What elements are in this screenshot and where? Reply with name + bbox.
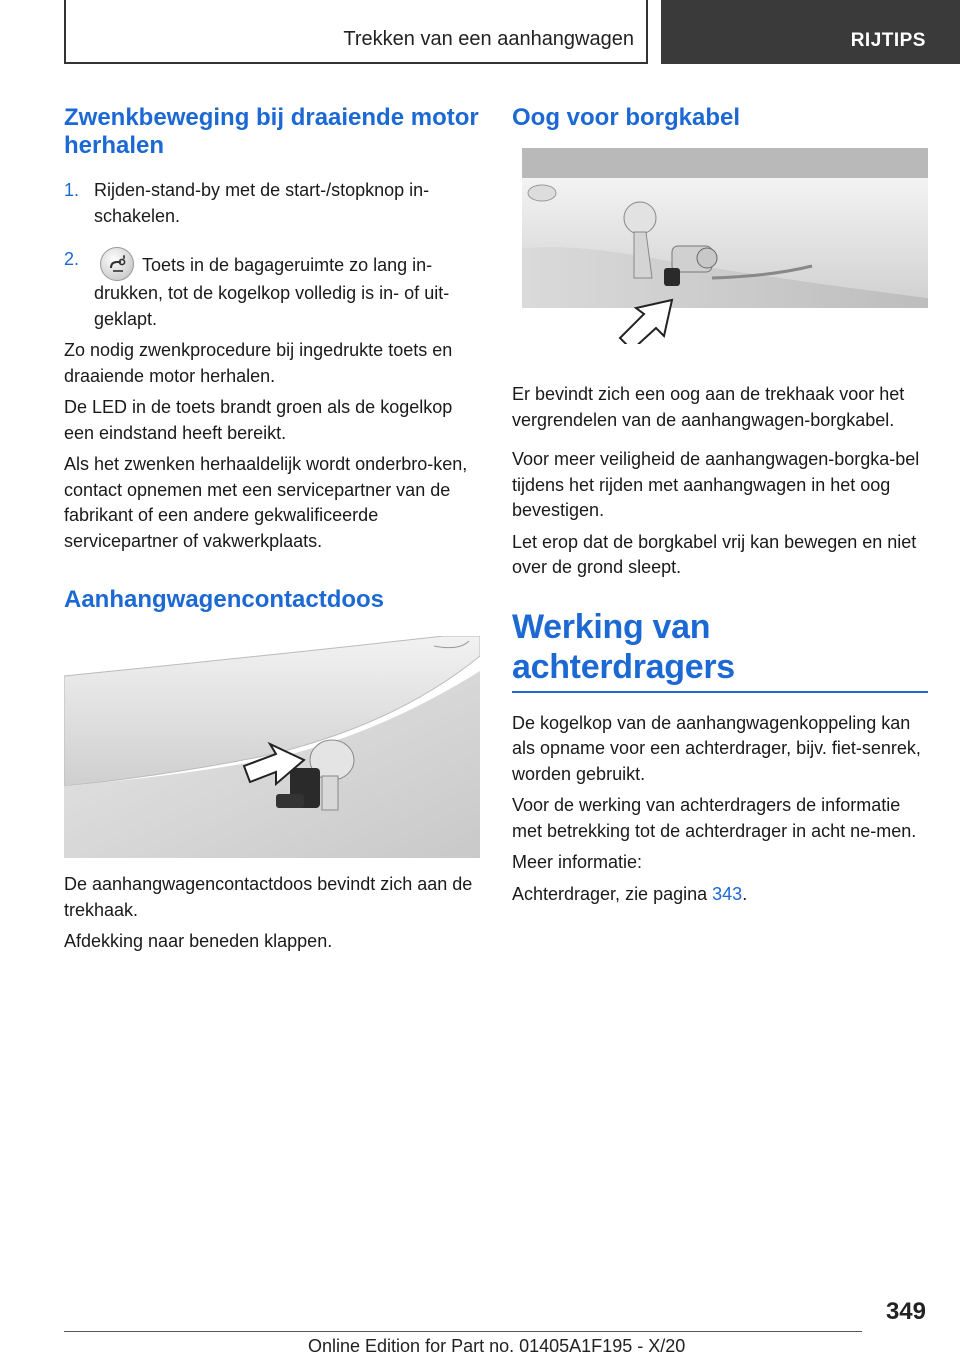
- heading-rule: [512, 691, 928, 693]
- section-heading-swivel: Zwenkbeweging bij draaiende motor herhalen: [64, 104, 479, 159]
- step-text: Rijden-stand-by met de start-/stopknop in-schakelen.: [94, 180, 430, 226]
- step-item: [64, 247, 480, 332]
- paragraph: De kogelkop van de aanhangwagenkoppeling kan als opname voor een achterdrager, bijv. fiet-senrek, worden gebruikt.: [512, 712, 921, 784]
- trunk-button-icon: [100, 247, 134, 281]
- cross-reference: [512, 882, 928, 908]
- right-column: [512, 100, 928, 907]
- step-item: [64, 178, 480, 229]
- step-number: 1.: [64, 180, 80, 200]
- paragraph: Als het zwenken herhaaldelijk wordt onderbro-ken, contact opnemen met een servicepartner van de fabrikant of een andere gekwalificeerde servicepartner of vakwerkplaats.: [64, 454, 468, 551]
- paragraph: Zo nodig zwenkprocedure bij ingedrukte toets en draaiende motor herhalen.: [64, 340, 453, 386]
- footer-divider: [64, 1331, 862, 1332]
- chapter-heading-rear-carriers: Werking van achterdragers: [512, 607, 735, 686]
- page-link-343[interactable]: 343: [712, 883, 743, 904]
- header-title-box: [64, 0, 648, 64]
- paragraph: De aanhangwagencontactdoos bevindt zich aan de trekhaak.: [64, 874, 473, 920]
- paragraph: Let erop dat de borgkabel vrij kan bewegen en niet over de grond sleept.: [512, 531, 917, 577]
- section-heading-socket: Aanhangwagencontactdoos: [64, 586, 385, 613]
- trailer-socket-figure: [64, 636, 480, 858]
- section-heading-eyelet: Oog voor borgkabel: [512, 104, 741, 131]
- paragraph: De LED in de toets brandt groen als de kogelkop een eindstand heeft bereikt.: [64, 397, 453, 443]
- header-chapter-box: [661, 0, 960, 64]
- paragraph: Er bevindt zich een oog aan de trekhaak voor het vergrendelen van de aanhangwagen-borgkabel.: [512, 384, 905, 430]
- footer-edition: Online Edition for Part no. 01405A1F195 - X/20: [308, 1336, 686, 1356]
- page-number: 349: [885, 1298, 926, 1325]
- chapter-label: RIJTIPS: [850, 30, 926, 51]
- paragraph: Afdekking naar beneden klappen.: [64, 931, 333, 951]
- step-number: 2.: [64, 249, 80, 269]
- steps-list: [64, 178, 480, 332]
- header-title: Trekken van een aanhangwagen: [343, 28, 634, 50]
- paragraph: Voor de werking van achterdragers de informatie met betrekking tot de achterdrager in acht ne-men.: [512, 795, 917, 841]
- reference-text: Achterdrager, zie pagina: [512, 883, 713, 904]
- paragraph: Meer informatie:: [512, 852, 643, 872]
- safety-cable-eyelet-figure: [512, 148, 928, 344]
- paragraph: Voor meer veiligheid de aanhangwagen-borgka-bel tijdens het rijden met aanhangwagen in het oog bevestigen.: [512, 449, 920, 520]
- reference-end: .: [742, 883, 748, 904]
- left-column: [64, 100, 480, 955]
- step-text: Toets in de bagageruimte zo lang in-drukken, tot de kogelkop volledig is in- of uit-geklapt.: [94, 255, 450, 329]
